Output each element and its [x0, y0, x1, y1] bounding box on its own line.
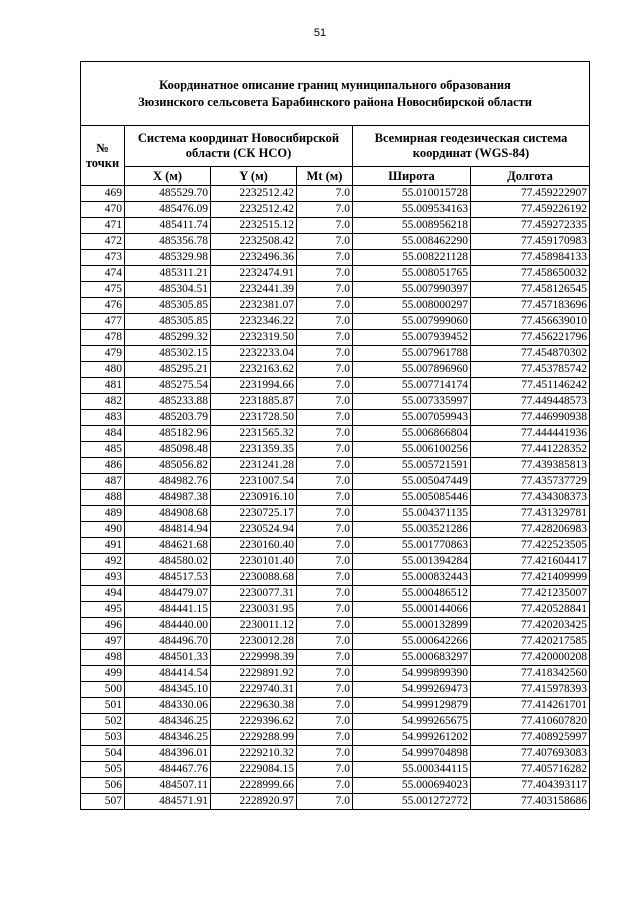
point-number-cell: 477 — [81, 314, 125, 330]
latitude-cell: 55.007896960 — [353, 362, 471, 378]
longitude-cell: 77.449448573 — [471, 394, 590, 410]
table-row — [81, 346, 590, 362]
table-row — [81, 394, 590, 410]
longitude-cell: 77.456221796 — [471, 330, 590, 346]
latitude-cell: 54.999265675 — [353, 714, 471, 730]
longitude-cell: 77.408925997 — [471, 730, 590, 746]
x-cell: 484346.25 — [125, 730, 211, 746]
mt-cell: 7.0 — [297, 186, 353, 202]
longitude-cell: 77.420217585 — [471, 634, 590, 650]
latitude-cell: 55.000694023 — [353, 778, 471, 794]
y-cell: 2232512.42 — [211, 186, 297, 202]
y-cell: 2231241.28 — [211, 458, 297, 474]
mt-cell: 7.0 — [297, 234, 353, 250]
x-cell: 484507.11 — [125, 778, 211, 794]
longitude-cell: 77.405716282 — [471, 762, 590, 778]
latitude-cell: 55.000144066 — [353, 602, 471, 618]
y-cell: 2230101.40 — [211, 554, 297, 570]
y-cell: 2232381.07 — [211, 298, 297, 314]
point-number-cell: 503 — [81, 730, 125, 746]
y-cell: 2231994.66 — [211, 378, 297, 394]
longitude-cell: 77.459222907 — [471, 186, 590, 202]
mt-cell: 7.0 — [297, 666, 353, 682]
point-number-cell: 476 — [81, 298, 125, 314]
x-cell: 484496.70 — [125, 634, 211, 650]
point-number-cell: 479 — [81, 346, 125, 362]
point-number-cell: 473 — [81, 250, 125, 266]
table-row — [81, 746, 590, 762]
y-cell: 2230916.10 — [211, 490, 297, 506]
latitude-cell: 55.008000297 — [353, 298, 471, 314]
mt-cell: 7.0 — [297, 442, 353, 458]
latitude-cell: 55.007714174 — [353, 378, 471, 394]
x-cell: 484501.33 — [125, 650, 211, 666]
longitude-cell: 77.414261701 — [471, 698, 590, 714]
y-cell: 2232233.04 — [211, 346, 297, 362]
y-cell: 2229288.99 — [211, 730, 297, 746]
longitude-cell: 77.459272335 — [471, 218, 590, 234]
y-cell: 2228920.97 — [211, 794, 297, 810]
x-cell: 485311.21 — [125, 266, 211, 282]
point-number-cell: 482 — [81, 394, 125, 410]
latitude-cell: 54.999129879 — [353, 698, 471, 714]
longitude-cell: 77.421409999 — [471, 570, 590, 586]
latitude-cell: 55.004371135 — [353, 506, 471, 522]
mt-cell: 7.0 — [297, 650, 353, 666]
longitude-cell: 77.418342560 — [471, 666, 590, 682]
table-row — [81, 458, 590, 474]
table-row — [81, 298, 590, 314]
latitude-cell: 55.000832443 — [353, 570, 471, 586]
latitude-cell: 55.006100256 — [353, 442, 471, 458]
longitude-cell: 77.458650032 — [471, 266, 590, 282]
y-cell: 2232346.22 — [211, 314, 297, 330]
table-row — [81, 186, 590, 202]
mt-cell: 7.0 — [297, 714, 353, 730]
point-number-cell: 470 — [81, 202, 125, 218]
table-row — [81, 442, 590, 458]
latitude-cell: 55.001394284 — [353, 554, 471, 570]
y-cell: 2232441.39 — [211, 282, 297, 298]
x-cell: 485476.09 — [125, 202, 211, 218]
y-cell: 2229396.62 — [211, 714, 297, 730]
x-cell: 485203.79 — [125, 410, 211, 426]
y-cell: 2229891.92 — [211, 666, 297, 682]
y-cell: 2231728.50 — [211, 410, 297, 426]
mt-cell: 7.0 — [297, 474, 353, 490]
point-number-cell: 492 — [81, 554, 125, 570]
latitude-cell: 55.005721591 — [353, 458, 471, 474]
longitude-cell: 77.421235007 — [471, 586, 590, 602]
y-cell: 2231007.54 — [211, 474, 297, 490]
y-cell: 2229998.39 — [211, 650, 297, 666]
y-cell: 2232512.42 — [211, 202, 297, 218]
header-longitude: Долгота — [471, 167, 590, 186]
y-cell: 2229210.32 — [211, 746, 297, 762]
x-cell: 484621.68 — [125, 538, 211, 554]
table-row — [81, 634, 590, 650]
point-number-cell: 504 — [81, 746, 125, 762]
longitude-cell: 77.459170983 — [471, 234, 590, 250]
header-y: Y (м) — [211, 167, 297, 186]
latitude-cell: 55.005085446 — [353, 490, 471, 506]
point-number-cell: 498 — [81, 650, 125, 666]
point-number-cell: 496 — [81, 618, 125, 634]
longitude-cell: 77.439385813 — [471, 458, 590, 474]
y-cell: 2228999.66 — [211, 778, 297, 794]
longitude-cell: 77.446990938 — [471, 410, 590, 426]
point-number-cell: 485 — [81, 442, 125, 458]
table-row — [81, 490, 590, 506]
y-cell: 2230011.12 — [211, 618, 297, 634]
latitude-cell: 55.000132899 — [353, 618, 471, 634]
longitude-cell: 77.456639010 — [471, 314, 590, 330]
table-row — [81, 506, 590, 522]
point-number-cell: 500 — [81, 682, 125, 698]
y-cell: 2232515.12 — [211, 218, 297, 234]
latitude-cell: 55.000486512 — [353, 586, 471, 602]
y-cell: 2230524.94 — [211, 522, 297, 538]
longitude-cell: 77.420203425 — [471, 618, 590, 634]
coordinates-table — [80, 61, 590, 810]
x-cell: 485411.74 — [125, 218, 211, 234]
mt-cell: 7.0 — [297, 682, 353, 698]
mt-cell: 7.0 — [297, 554, 353, 570]
mt-cell: 7.0 — [297, 378, 353, 394]
table-row — [81, 218, 590, 234]
point-number-cell: 505 — [81, 762, 125, 778]
mt-cell: 7.0 — [297, 746, 353, 762]
x-cell: 484571.91 — [125, 794, 211, 810]
y-cell: 2232508.42 — [211, 234, 297, 250]
title-line-2: Зюзинского сельсовета Барабинского района Новосибирской области — [138, 94, 532, 109]
longitude-cell: 77.459226192 — [471, 202, 590, 218]
y-cell: 2232474.91 — [211, 266, 297, 282]
longitude-cell: 77.457183696 — [471, 298, 590, 314]
x-cell: 484396.01 — [125, 746, 211, 762]
latitude-cell: 55.000683297 — [353, 650, 471, 666]
point-number-cell: 469 — [81, 186, 125, 202]
x-cell: 485056.82 — [125, 458, 211, 474]
latitude-cell: 54.999261202 — [353, 730, 471, 746]
mt-cell: 7.0 — [297, 602, 353, 618]
point-number-cell: 494 — [81, 586, 125, 602]
x-cell: 484982.76 — [125, 474, 211, 490]
x-cell: 485305.85 — [125, 314, 211, 330]
table-row — [81, 522, 590, 538]
longitude-cell: 77.420000208 — [471, 650, 590, 666]
point-number-cell: 474 — [81, 266, 125, 282]
header-point-number: № точки — [81, 126, 125, 186]
latitude-cell: 55.001272772 — [353, 794, 471, 810]
point-number-cell: 480 — [81, 362, 125, 378]
x-cell: 485329.98 — [125, 250, 211, 266]
table-row — [81, 282, 590, 298]
longitude-cell: 77.441228352 — [471, 442, 590, 458]
mt-cell: 7.0 — [297, 314, 353, 330]
mt-cell: 7.0 — [297, 506, 353, 522]
table-row — [81, 794, 590, 810]
x-cell: 485098.48 — [125, 442, 211, 458]
latitude-cell: 55.000344115 — [353, 762, 471, 778]
latitude-cell: 55.003521286 — [353, 522, 471, 538]
mt-cell: 7.0 — [297, 426, 353, 442]
point-number-cell: 483 — [81, 410, 125, 426]
y-cell: 2230160.40 — [211, 538, 297, 554]
mt-cell: 7.0 — [297, 762, 353, 778]
longitude-cell: 77.407693083 — [471, 746, 590, 762]
latitude-cell: 55.008462290 — [353, 234, 471, 250]
header-wgs-system: Всемирная геодезическая система координат (WGS-84) — [353, 126, 590, 167]
x-cell: 484440.00 — [125, 618, 211, 634]
latitude-cell: 54.999704898 — [353, 746, 471, 762]
point-number-cell: 481 — [81, 378, 125, 394]
latitude-cell: 55.007939452 — [353, 330, 471, 346]
mt-cell: 7.0 — [297, 490, 353, 506]
table-row — [81, 266, 590, 282]
mt-cell: 7.0 — [297, 698, 353, 714]
point-number-cell: 486 — [81, 458, 125, 474]
longitude-cell: 77.420528841 — [471, 602, 590, 618]
table-row — [81, 426, 590, 442]
x-cell: 484814.94 — [125, 522, 211, 538]
point-number-cell: 507 — [81, 794, 125, 810]
x-cell: 485182.96 — [125, 426, 211, 442]
table-row — [81, 362, 590, 378]
x-cell: 484441.15 — [125, 602, 211, 618]
table-row — [81, 618, 590, 634]
mt-cell: 7.0 — [297, 570, 353, 586]
x-cell: 484987.38 — [125, 490, 211, 506]
mt-cell: 7.0 — [297, 634, 353, 650]
longitude-cell: 77.404393117 — [471, 778, 590, 794]
x-cell: 485233.88 — [125, 394, 211, 410]
longitude-cell: 77.422523505 — [471, 538, 590, 554]
table-row — [81, 330, 590, 346]
x-cell: 484414.54 — [125, 666, 211, 682]
mt-cell: 7.0 — [297, 618, 353, 634]
x-cell: 484908.68 — [125, 506, 211, 522]
mt-cell: 7.0 — [297, 282, 353, 298]
table-row — [81, 778, 590, 794]
point-number-cell: 491 — [81, 538, 125, 554]
latitude-cell: 55.007059943 — [353, 410, 471, 426]
mt-cell: 7.0 — [297, 346, 353, 362]
y-cell: 2232496.36 — [211, 250, 297, 266]
table-row — [81, 474, 590, 490]
table-row — [81, 554, 590, 570]
mt-cell: 7.0 — [297, 202, 353, 218]
point-number-cell: 487 — [81, 474, 125, 490]
x-cell: 484330.06 — [125, 698, 211, 714]
x-cell: 484517.53 — [125, 570, 211, 586]
point-number-cell: 489 — [81, 506, 125, 522]
point-number-cell: 488 — [81, 490, 125, 506]
latitude-cell: 54.999899390 — [353, 666, 471, 682]
longitude-cell: 77.403158686 — [471, 794, 590, 810]
table-row — [81, 762, 590, 778]
table-row — [81, 698, 590, 714]
table-row — [81, 378, 590, 394]
y-cell: 2231359.35 — [211, 442, 297, 458]
latitude-cell: 55.000642266 — [353, 634, 471, 650]
x-cell: 484479.07 — [125, 586, 211, 602]
y-cell: 2230088.68 — [211, 570, 297, 586]
x-cell: 484467.76 — [125, 762, 211, 778]
latitude-cell: 55.006866804 — [353, 426, 471, 442]
table-row — [81, 682, 590, 698]
table-row — [81, 666, 590, 682]
longitude-cell: 77.453785742 — [471, 362, 590, 378]
point-number-cell: 501 — [81, 698, 125, 714]
mt-cell: 7.0 — [297, 218, 353, 234]
table-row — [81, 538, 590, 554]
table-body — [81, 186, 590, 810]
latitude-cell: 55.007961788 — [353, 346, 471, 362]
y-cell: 2232163.62 — [211, 362, 297, 378]
latitude-cell: 55.009534163 — [353, 202, 471, 218]
point-number-cell: 471 — [81, 218, 125, 234]
x-cell: 485304.51 — [125, 282, 211, 298]
latitude-cell: 55.001770863 — [353, 538, 471, 554]
x-cell: 484346.25 — [125, 714, 211, 730]
point-number-cell: 472 — [81, 234, 125, 250]
table-row — [81, 650, 590, 666]
longitude-cell: 77.444441936 — [471, 426, 590, 442]
point-number-cell: 493 — [81, 570, 125, 586]
y-cell: 2230012.28 — [211, 634, 297, 650]
table-row — [81, 314, 590, 330]
table-row — [81, 730, 590, 746]
table-row — [81, 714, 590, 730]
point-number-cell: 502 — [81, 714, 125, 730]
longitude-cell: 77.435737729 — [471, 474, 590, 490]
header-nso-system: Система координат Новосибирской области (СК НСО) — [125, 126, 353, 167]
y-cell: 2231565.32 — [211, 426, 297, 442]
longitude-cell: 77.410607820 — [471, 714, 590, 730]
table-row — [81, 586, 590, 602]
header-mt: Mt (м) — [297, 167, 353, 186]
mt-cell: 7.0 — [297, 538, 353, 554]
y-cell: 2230031.95 — [211, 602, 297, 618]
latitude-cell: 55.008221128 — [353, 250, 471, 266]
table-row — [81, 570, 590, 586]
x-cell: 485275.54 — [125, 378, 211, 394]
longitude-cell: 77.458126545 — [471, 282, 590, 298]
mt-cell: 7.0 — [297, 250, 353, 266]
point-number-cell: 484 — [81, 426, 125, 442]
mt-cell: 7.0 — [297, 794, 353, 810]
point-number-cell: 499 — [81, 666, 125, 682]
mt-cell: 7.0 — [297, 730, 353, 746]
latitude-cell: 55.010015728 — [353, 186, 471, 202]
page-number: 51 — [313, 27, 327, 39]
mt-cell: 7.0 — [297, 458, 353, 474]
point-number-cell: 497 — [81, 634, 125, 650]
y-cell: 2231885.87 — [211, 394, 297, 410]
document-title — [81, 62, 590, 126]
table-row — [81, 250, 590, 266]
table-row — [81, 602, 590, 618]
header-latitude: Широта — [353, 167, 471, 186]
y-cell: 2230077.31 — [211, 586, 297, 602]
latitude-cell: 55.007335997 — [353, 394, 471, 410]
point-number-cell: 490 — [81, 522, 125, 538]
latitude-cell: 55.007999060 — [353, 314, 471, 330]
mt-cell: 7.0 — [297, 298, 353, 314]
longitude-cell: 77.451146242 — [471, 378, 590, 394]
latitude-cell: 55.008956218 — [353, 218, 471, 234]
latitude-cell: 55.005047449 — [353, 474, 471, 490]
point-number-cell: 475 — [81, 282, 125, 298]
header-x: X (м) — [125, 167, 211, 186]
table-row — [81, 410, 590, 426]
mt-cell: 7.0 — [297, 522, 353, 538]
longitude-cell: 77.415978393 — [471, 682, 590, 698]
point-number-cell: 478 — [81, 330, 125, 346]
mt-cell: 7.0 — [297, 362, 353, 378]
x-cell: 485302.15 — [125, 346, 211, 362]
y-cell: 2229630.38 — [211, 698, 297, 714]
mt-cell: 7.0 — [297, 330, 353, 346]
longitude-cell: 77.434308373 — [471, 490, 590, 506]
longitude-cell: 77.428206983 — [471, 522, 590, 538]
mt-cell: 7.0 — [297, 410, 353, 426]
y-cell: 2230725.17 — [211, 506, 297, 522]
x-cell: 485529.70 — [125, 186, 211, 202]
x-cell: 485305.85 — [125, 298, 211, 314]
latitude-cell: 54.999269473 — [353, 682, 471, 698]
x-cell: 484345.10 — [125, 682, 211, 698]
y-cell: 2229740.31 — [211, 682, 297, 698]
x-cell: 485356.78 — [125, 234, 211, 250]
table-row — [81, 234, 590, 250]
mt-cell: 7.0 — [297, 394, 353, 410]
longitude-cell: 77.421604417 — [471, 554, 590, 570]
title-line-1: Координатное описание границ муниципального образования — [159, 77, 511, 92]
point-number-cell: 495 — [81, 602, 125, 618]
x-cell: 485299.32 — [125, 330, 211, 346]
longitude-cell: 77.431329781 — [471, 506, 590, 522]
point-number-cell: 506 — [81, 778, 125, 794]
x-cell: 485295.21 — [125, 362, 211, 378]
longitude-cell: 77.454870302 — [471, 346, 590, 362]
x-cell: 484580.02 — [125, 554, 211, 570]
latitude-cell: 55.008051765 — [353, 266, 471, 282]
table-row — [81, 202, 590, 218]
mt-cell: 7.0 — [297, 266, 353, 282]
y-cell: 2232319.50 — [211, 330, 297, 346]
latitude-cell: 55.007990397 — [353, 282, 471, 298]
longitude-cell: 77.458984133 — [471, 250, 590, 266]
y-cell: 2229084.15 — [211, 762, 297, 778]
mt-cell: 7.0 — [297, 586, 353, 602]
mt-cell: 7.0 — [297, 778, 353, 794]
